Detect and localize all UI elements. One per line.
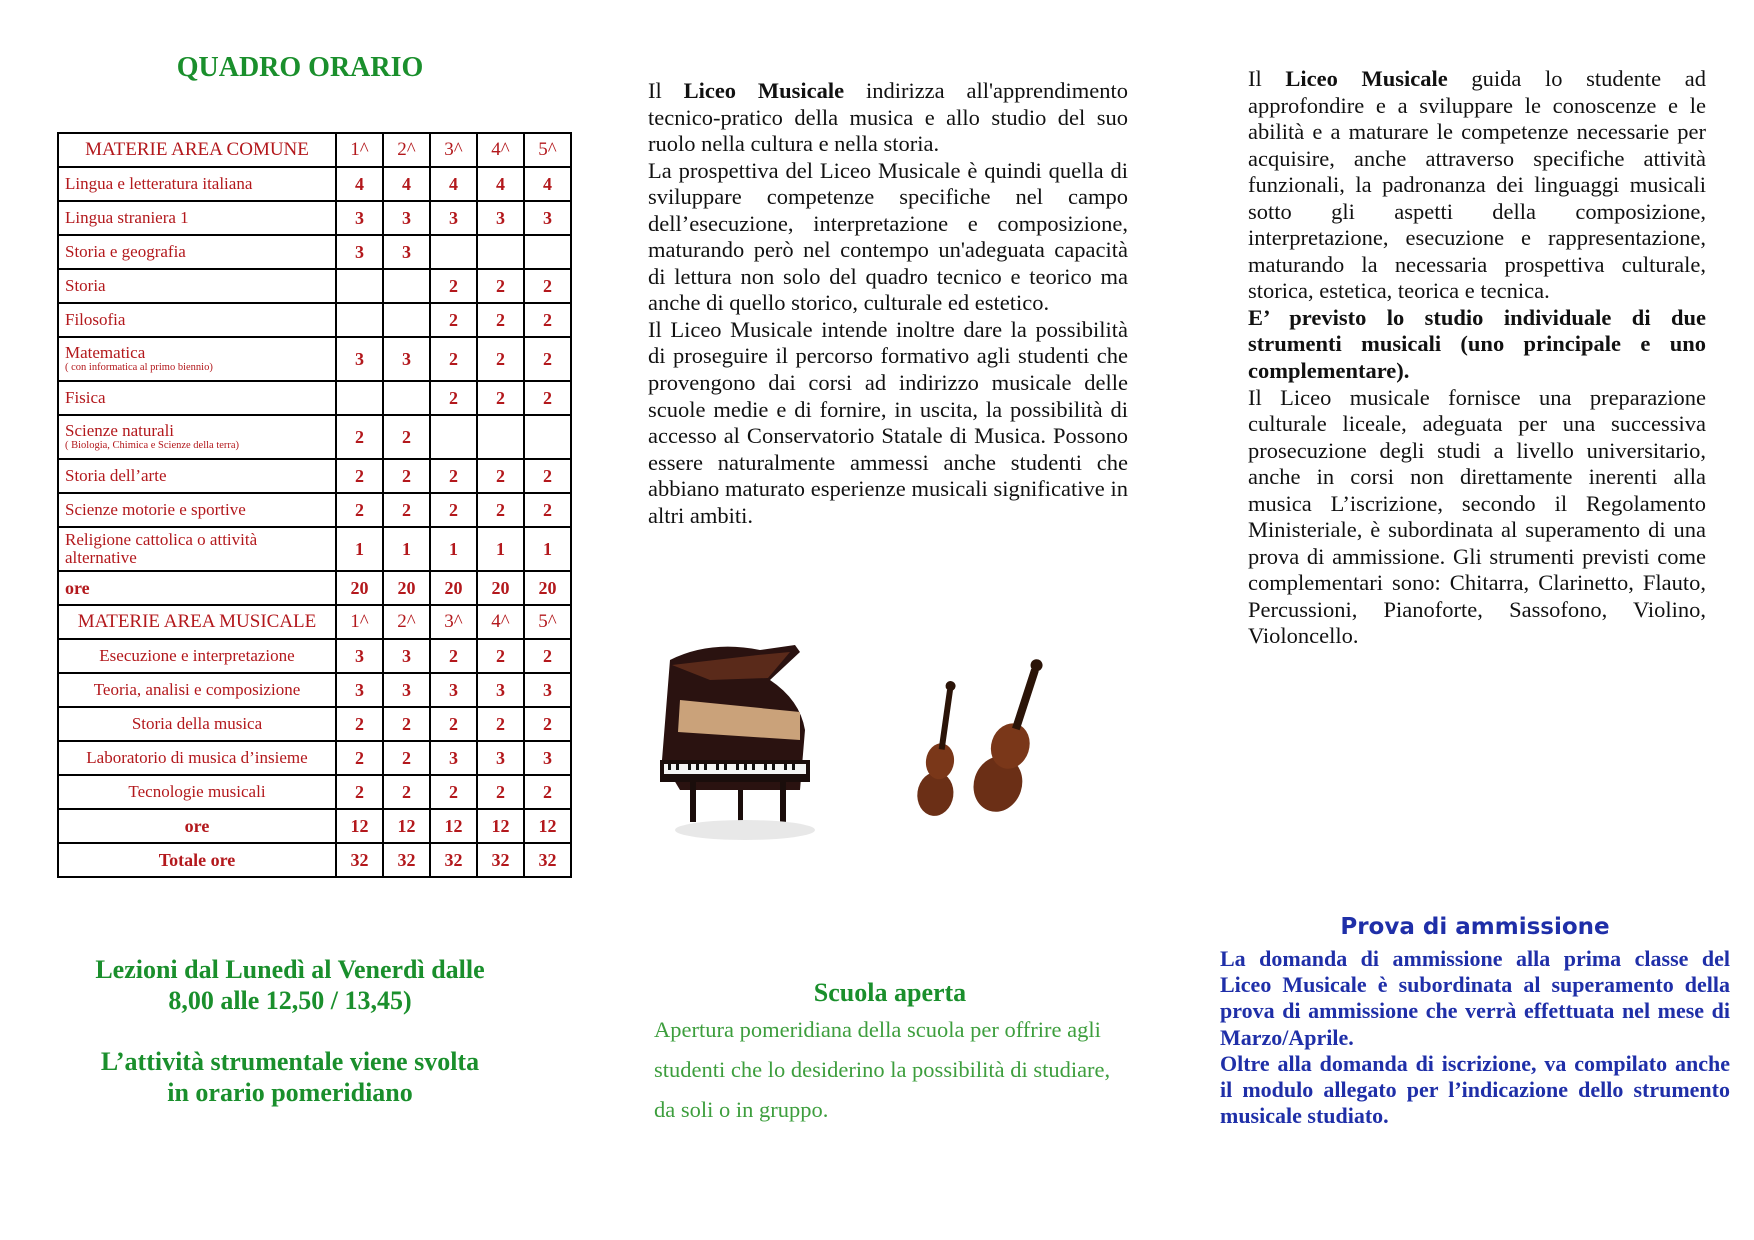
subject-label: Filosofia bbox=[65, 310, 126, 330]
subject-name bbox=[58, 527, 336, 571]
subject-name bbox=[58, 493, 336, 527]
table-row bbox=[58, 639, 571, 673]
hours-cell: 2 bbox=[524, 639, 571, 673]
hours-cell: 4 bbox=[524, 167, 571, 201]
prova-ammissione-text bbox=[1220, 946, 1730, 1129]
hours-cell: 2 bbox=[524, 775, 571, 809]
subject-name bbox=[58, 639, 336, 673]
hours-cell: 4 bbox=[383, 167, 430, 201]
hours-cell: 3 bbox=[524, 673, 571, 707]
hours-cell: 2 bbox=[430, 639, 477, 673]
total-cell: 20 bbox=[477, 571, 524, 605]
table-row bbox=[58, 415, 571, 459]
total-cell: 12 bbox=[430, 809, 477, 843]
hours-cell: 2 bbox=[383, 741, 430, 775]
attivita-line-2: in orario pomeridiano bbox=[167, 1078, 413, 1108]
attivita-line-1: L’attività strumentale viene svolta bbox=[100, 1047, 480, 1076]
hours-cell bbox=[336, 303, 383, 337]
hours-cell: 2 bbox=[430, 493, 477, 527]
hours-cell: 2 bbox=[336, 493, 383, 527]
hours-cell: 3 bbox=[336, 639, 383, 673]
subject-label: Matematica bbox=[65, 343, 146, 363]
prova-paragraph-2: Oltre alla domanda di iscrizione, va compilato anche il modulo allegato per l’indicazione dello strumento musicale studiato. bbox=[1220, 1050, 1730, 1129]
year-header: 2^ bbox=[383, 133, 430, 167]
year-header: 4^ bbox=[477, 133, 524, 167]
year-header: 4^ bbox=[477, 605, 524, 639]
hours-cell: 2 bbox=[383, 493, 430, 527]
table-row bbox=[58, 337, 571, 381]
hours-cell: 2 bbox=[524, 269, 571, 303]
subject-name bbox=[58, 775, 336, 809]
prova-paragraph-1: La domanda di ammissione alla prima classe del Liceo Musicale è subordinata al superamento della prova di ammissione che verrà effettuata nel mese di Marzo/Aprile. bbox=[1220, 946, 1730, 1050]
subject-name bbox=[58, 235, 336, 269]
description-paragraph-2: E’ previsto lo studio individuale di due strumenti musicali (uno principale e uno complementare). bbox=[1248, 304, 1706, 384]
description-paragraph-3: Il Liceo musicale fornisce una preparazione culturale liceale, adeguata per una successiva prosecuzione degli studi a livello universitario, anche in corsi non direttamente inerenti alla musica L’iscrizione, secondo il Regolamento Ministeriale, è subordinata al superamento di una prova di ammissione. Gli strumenti previsti come complementari sono: Chitarra, Clarinetto, Flauto, Percussioni, Pianoforte, Sassofono, Violino, Violoncello. bbox=[1248, 384, 1706, 649]
hours-cell: 2 bbox=[524, 459, 571, 493]
hours-cell: 4 bbox=[477, 167, 524, 201]
subject-label: Fisica bbox=[65, 388, 106, 408]
prova-ammissione-title: Prova di ammissione bbox=[1340, 914, 1610, 940]
hours-cell: 2 bbox=[477, 775, 524, 809]
hours-cell: 3 bbox=[383, 639, 430, 673]
hours-cell bbox=[336, 381, 383, 415]
table-row bbox=[58, 381, 571, 415]
table-row bbox=[58, 673, 571, 707]
lezioni-note bbox=[60, 954, 520, 1016]
intro-paragraph-1: Il Liceo Musicale indirizza all'apprendimento tecnico-pratico della musica e allo studio del suo ruolo nella cultura e nella storia. bbox=[648, 78, 1128, 157]
hours-cell: 3 bbox=[383, 337, 430, 381]
hours-cell: 2 bbox=[524, 303, 571, 337]
hours-cell bbox=[383, 269, 430, 303]
musicale-header-row bbox=[58, 605, 571, 639]
subject-name bbox=[58, 415, 336, 459]
hours-cell: 4 bbox=[336, 167, 383, 201]
total-cell: 12 bbox=[477, 809, 524, 843]
table-row bbox=[58, 269, 571, 303]
subject-label: Scienze motorie e sportive bbox=[65, 500, 246, 520]
hours-cell: 2 bbox=[477, 381, 524, 415]
table-row bbox=[58, 493, 571, 527]
comune-total-row bbox=[58, 571, 571, 605]
table-row bbox=[58, 167, 571, 201]
hours-cell: 3 bbox=[524, 741, 571, 775]
table-row bbox=[58, 527, 571, 571]
hours-cell: 2 bbox=[383, 707, 430, 741]
hours-cell: 3 bbox=[477, 741, 524, 775]
subject-label: Tecnologie musicali bbox=[128, 782, 266, 802]
hours-cell: 2 bbox=[477, 269, 524, 303]
hours-cell: 2 bbox=[430, 303, 477, 337]
hours-cell: 2 bbox=[477, 459, 524, 493]
subject-note: ( con informatica al primo biennio) bbox=[65, 362, 213, 374]
area-header-label: MATERIE AREA COMUNE bbox=[58, 133, 336, 167]
lezioni-line-2: 8,00 alle 12,50 / 13,45) bbox=[168, 986, 412, 1016]
hours-cell: 3 bbox=[336, 337, 383, 381]
hours-cell: 2 bbox=[430, 775, 477, 809]
hours-cell bbox=[336, 269, 383, 303]
hours-cell bbox=[430, 235, 477, 269]
hours-cell bbox=[477, 415, 524, 459]
subject-label: Religione cattolica o attività alternative bbox=[65, 530, 258, 567]
table-row bbox=[58, 235, 571, 269]
table-row bbox=[58, 775, 571, 809]
total-cell: 32 bbox=[477, 843, 524, 877]
total-label: ore bbox=[58, 809, 336, 843]
musicale-total-row bbox=[58, 809, 571, 843]
hours-cell: 2 bbox=[477, 707, 524, 741]
hours-cell: 2 bbox=[336, 775, 383, 809]
table-row bbox=[58, 707, 571, 741]
hours-cell: 2 bbox=[383, 415, 430, 459]
scuola-aperta-title: Scuola aperta bbox=[813, 978, 967, 1007]
piano-icon bbox=[660, 645, 815, 840]
table-row bbox=[58, 303, 571, 337]
hours-cell bbox=[430, 415, 477, 459]
hours-cell: 2 bbox=[477, 303, 524, 337]
hours-cell: 2 bbox=[477, 337, 524, 381]
subject-label: Esecuzione e interpretazione bbox=[99, 646, 295, 666]
hours-cell: 2 bbox=[383, 775, 430, 809]
hours-cell: 2 bbox=[383, 459, 430, 493]
subject-name bbox=[58, 741, 336, 775]
hours-cell: 4 bbox=[430, 167, 477, 201]
hours-cell: 1 bbox=[336, 527, 383, 571]
lezioni-line-1: Lezioni dal Lunedì al Venerdì dalle bbox=[95, 955, 485, 984]
hours-cell: 3 bbox=[430, 673, 477, 707]
hours-cell bbox=[524, 415, 571, 459]
total-cell: 32 bbox=[524, 843, 571, 877]
hours-cell bbox=[477, 235, 524, 269]
subject-name bbox=[58, 167, 336, 201]
total-cell: 20 bbox=[383, 571, 430, 605]
grand-total-row bbox=[58, 843, 571, 877]
total-cell: 32 bbox=[383, 843, 430, 877]
subject-note: ( Biologia, Chimica e Scienze della terra) bbox=[65, 440, 240, 452]
hours-cell: 1 bbox=[524, 527, 571, 571]
hours-cell bbox=[524, 235, 571, 269]
subject-label: Scienze naturali bbox=[65, 421, 175, 441]
hours-cell: 3 bbox=[383, 201, 430, 235]
instruments-illustration bbox=[650, 640, 1130, 850]
subject-name bbox=[58, 303, 336, 337]
hours-cell: 3 bbox=[524, 201, 571, 235]
total-cell: 32 bbox=[430, 843, 477, 877]
subject-label: Storia dell’arte bbox=[65, 466, 167, 486]
total-label: ore bbox=[58, 571, 336, 605]
subject-name bbox=[58, 269, 336, 303]
year-header: 5^ bbox=[524, 133, 571, 167]
subject-name bbox=[58, 707, 336, 741]
quadro-orario-table bbox=[57, 132, 572, 878]
attivita-note bbox=[60, 1046, 520, 1108]
total-cell: 12 bbox=[524, 809, 571, 843]
subject-name bbox=[58, 673, 336, 707]
table-row bbox=[58, 741, 571, 775]
subject-name bbox=[58, 337, 336, 381]
comune-header-row bbox=[58, 133, 571, 167]
hours-cell: 3 bbox=[477, 673, 524, 707]
area-header-label: MATERIE AREA MUSICALE bbox=[58, 605, 336, 639]
hours-cell bbox=[383, 303, 430, 337]
hours-cell: 2 bbox=[336, 741, 383, 775]
year-header: 3^ bbox=[430, 605, 477, 639]
hours-cell: 3 bbox=[383, 235, 430, 269]
total-cell: 32 bbox=[336, 843, 383, 877]
table-row bbox=[58, 459, 571, 493]
total-label: Totale ore bbox=[58, 843, 336, 877]
total-cell: 12 bbox=[336, 809, 383, 843]
hours-cell: 3 bbox=[430, 741, 477, 775]
hours-cell bbox=[383, 381, 430, 415]
liceo-intro-text bbox=[648, 78, 1128, 529]
subject-label: Lingua straniera 1 bbox=[65, 208, 189, 228]
total-cell: 20 bbox=[336, 571, 383, 605]
year-header: 5^ bbox=[524, 605, 571, 639]
hours-cell: 1 bbox=[430, 527, 477, 571]
hours-cell: 2 bbox=[430, 381, 477, 415]
year-header: 2^ bbox=[383, 605, 430, 639]
subject-label: Teoria, analisi e composizione bbox=[93, 680, 301, 700]
subject-label: Laboratorio di musica d’insieme bbox=[86, 748, 308, 768]
scuola-aperta-text: Apertura pomeridiana della scuola per offrire agli studenti che lo desiderino la possibilità di studiare, da soli o in gruppo. bbox=[654, 1017, 1111, 1122]
subject-name bbox=[58, 381, 336, 415]
hours-cell: 2 bbox=[430, 707, 477, 741]
intro-paragraph-3: Il Liceo Musicale intende inoltre dare la possibilità di proseguire il percorso formativo agli studenti che provengono dai corsi ad indirizzo musicale delle scuole medie e di fornire, in uscita, la possibilità di accesso al Conservatorio Statale di Musica. Possono essere naturalmente ammessi anche studenti che abbiano maturato esperienze musicali significative in altri ambiti. bbox=[648, 316, 1128, 528]
hours-cell: 2 bbox=[524, 707, 571, 741]
quadro-orario-title: QUADRO ORARIO bbox=[176, 52, 424, 83]
hours-cell: 3 bbox=[477, 201, 524, 235]
hours-cell: 2 bbox=[524, 337, 571, 381]
hours-cell: 3 bbox=[430, 201, 477, 235]
total-cell: 12 bbox=[383, 809, 430, 843]
violin-icon bbox=[915, 652, 1062, 818]
year-header: 3^ bbox=[430, 133, 477, 167]
hours-cell: 2 bbox=[336, 415, 383, 459]
hours-cell: 2 bbox=[430, 269, 477, 303]
hours-cell: 2 bbox=[336, 707, 383, 741]
total-cell: 20 bbox=[430, 571, 477, 605]
hours-cell: 3 bbox=[383, 673, 430, 707]
subject-label: Storia bbox=[65, 276, 106, 296]
subject-name bbox=[58, 201, 336, 235]
intro-paragraph-2: La prospettiva del Liceo Musicale è quindi quella di sviluppare competenze specifiche nel campo dell’esecuzione, interpretazione e composizione, maturando però nel contempo un'adeguata capacità di lettura non solo del quadro tecnico e teorico ma anche di quello storico, culturale ed estetico. bbox=[648, 157, 1128, 316]
subject-label: Lingua e letteratura italiana bbox=[65, 174, 253, 194]
hours-cell: 2 bbox=[477, 493, 524, 527]
hours-cell: 2 bbox=[430, 459, 477, 493]
description-paragraph-1: Il Liceo Musicale guida lo studente ad approfondire e a sviluppare le conoscenze e le abilità e a maturare le competenze necessarie per acquisire, anche attraverso specifiche attività funzionali, la padronanza dei linguaggi musicali sotto gli aspetti della composizione, interpretazione, esecuzione e rappresentazione, maturando la necessaria prospettiva culturale, storica, estetica, teorica e tecnica. bbox=[1248, 66, 1706, 304]
year-header: 1^ bbox=[336, 605, 383, 639]
hours-cell: 2 bbox=[430, 337, 477, 381]
hours-cell: 3 bbox=[336, 673, 383, 707]
table-row bbox=[58, 201, 571, 235]
year-header: 1^ bbox=[336, 133, 383, 167]
hours-cell: 1 bbox=[383, 527, 430, 571]
hours-cell: 2 bbox=[524, 381, 571, 415]
liceo-description-text bbox=[1248, 66, 1706, 650]
hours-cell: 2 bbox=[336, 459, 383, 493]
subject-label: Storia della musica bbox=[131, 714, 263, 734]
total-cell: 20 bbox=[524, 571, 571, 605]
hours-cell: 2 bbox=[524, 493, 571, 527]
hours-cell: 2 bbox=[477, 639, 524, 673]
hours-cell: 1 bbox=[477, 527, 524, 571]
hours-cell: 3 bbox=[336, 201, 383, 235]
subject-name bbox=[58, 459, 336, 493]
hours-cell: 3 bbox=[336, 235, 383, 269]
subject-label: Storia e geografia bbox=[65, 242, 186, 262]
